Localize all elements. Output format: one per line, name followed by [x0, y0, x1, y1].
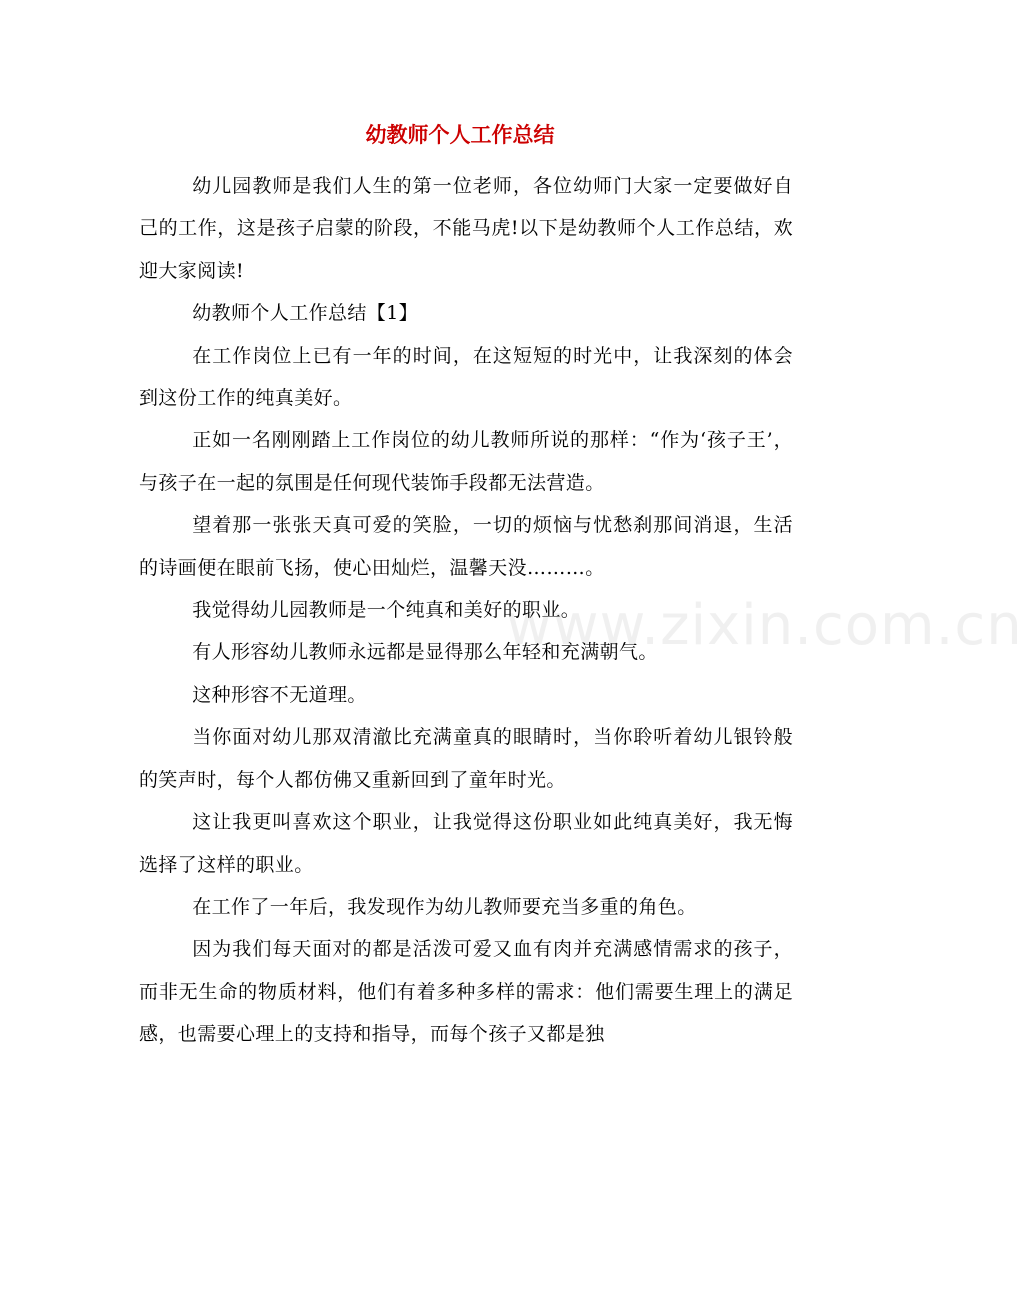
paragraph: 望着那一张张天真可爱的笑脸，一切的烦恼与忧愁刹那间消退，生活的诗画便在眼前飞扬，使心田灿烂，温馨天没………。 — [139, 514, 793, 579]
paragraph-intro: 幼儿园教师是我们人生的第一位老师，各位幼师门大家一定要做好自己的工作，这是孩子启蒙的阶段，不能马虎!以下是幼教师个人工作总结，欢迎大家阅读! — [139, 175, 793, 282]
paragraph: 当你面对幼儿那双清澈比充满童真的眼睛时，当你聆听着幼儿银铃般的笑声时，每个人都仿佛又重新回到了童年时光。 — [139, 726, 793, 791]
paragraph: 有人形容幼儿教师永远都是显得那么年轻和充满朝气。 — [192, 641, 658, 664]
paragraph: 因为我们每天面对的都是活泼可爱又血有肉并充满感情需求的孩子，而非无生命的物质材料，他们有着多种多样的需求：他们需要生理上的满足感，也需要心理上的支持和指导，而每个孩子又都是独 — [139, 938, 793, 1046]
paragraph: 正如一名刚刚踏上工作岗位的幼儿教师所说的那样：“作为‘孩子王’，与孩子在一起的氛围是任何现代装饰手段都无法营造。 — [139, 429, 793, 494]
paragraph: 在工作了一年后，我发现作为幼儿教师要充当多重的角色。 — [192, 895, 697, 918]
document-title: 幼教师个人工作总结 — [365, 122, 555, 147]
paragraph: 我觉得幼儿园教师是一个纯真和美好的职业。 — [192, 599, 581, 622]
watermark: www.zixin.com.cn — [506, 593, 1023, 658]
paragraph: 在工作岗位上已有一年的时间，在这短短的时光中，让我深刻的体会到这份工作的纯真美好。 — [139, 344, 793, 410]
document-body — [139, 165, 793, 1056]
paragraph: 这种形容不无道理。 — [192, 683, 367, 706]
section-heading-1: 幼教师个人工作总结【1】 — [192, 302, 419, 325]
paragraph: 这让我更叫喜欢这个职业，让我觉得这份职业如此纯真美好，我无悔选择了这样的职业。 — [139, 811, 793, 876]
